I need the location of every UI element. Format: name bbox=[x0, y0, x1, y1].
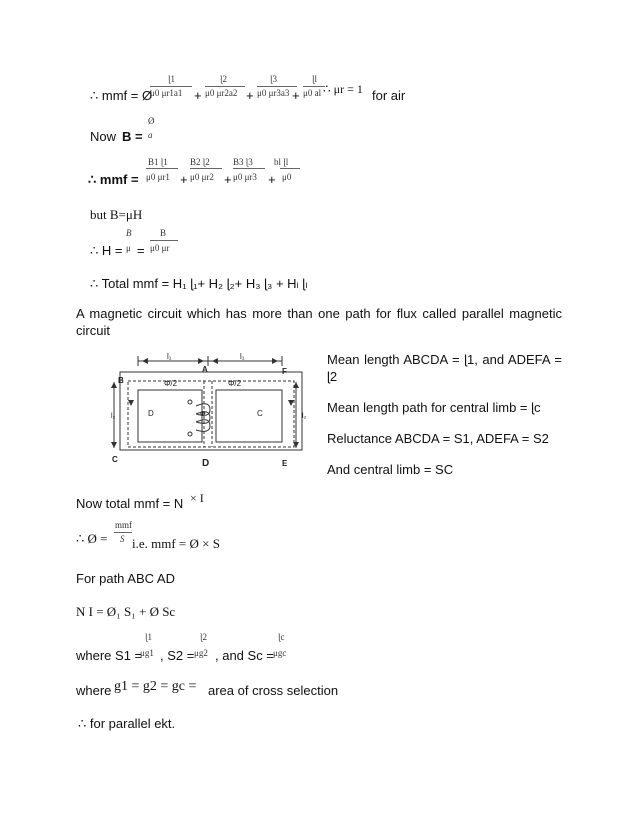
eq1-bar-2 bbox=[205, 86, 245, 87]
eq12-suffix: area of cross selection bbox=[208, 683, 339, 698]
eq1-den-2: μ0 μr2a2 bbox=[205, 88, 238, 98]
corner-d: D bbox=[202, 458, 210, 469]
eq8-rhs: i.e. mmf = Ø × S bbox=[132, 536, 220, 551]
parallel-magnetic-circuit-diagram bbox=[112, 350, 320, 468]
eq1-plus-2: + bbox=[246, 88, 254, 103]
eq8-num: mmf bbox=[115, 520, 132, 530]
eq11-mid-2: , and Sc = bbox=[215, 648, 274, 663]
side-note-sc: And central limb = SC bbox=[327, 462, 454, 477]
eq11-den-3: μgc bbox=[273, 648, 287, 658]
arrow-right-icon bbox=[272, 358, 278, 364]
eq3-plus-1: + bbox=[180, 172, 188, 187]
eq2-num: Ø bbox=[148, 116, 155, 126]
arrow-up-icon bbox=[111, 382, 117, 388]
eq5-eq: = bbox=[137, 243, 145, 258]
eq8-bar bbox=[114, 532, 132, 533]
eq2-lhs: B = bbox=[122, 129, 143, 144]
eq3-den-1: μ0 μr1 bbox=[146, 172, 170, 182]
corner-f: F bbox=[282, 367, 287, 376]
eq1-num-4: ɭl bbox=[312, 74, 318, 84]
eq1-num-1: ɭ1 bbox=[168, 74, 176, 84]
eq1-den-3: μ0 μr3a3 bbox=[257, 88, 290, 98]
eq1-num-3: ɭ3 bbox=[270, 74, 278, 84]
eq7-text: Now total mmf = N bbox=[76, 496, 184, 511]
label-phi: Φ bbox=[200, 411, 206, 418]
label-l2-left: l₂ bbox=[111, 413, 116, 420]
eq3-num-1: B1 ɭ1 bbox=[148, 157, 168, 167]
side-note-central-limb: Mean length path for central limb = ɭc bbox=[327, 400, 541, 415]
eq11-num-3: ɭc bbox=[278, 632, 285, 642]
eq13-parallel: ∴ for parallel ekt. bbox=[78, 716, 176, 731]
eq2-now: Now bbox=[90, 129, 117, 144]
corner-e: E bbox=[282, 459, 288, 468]
label-l1-left: l₁ bbox=[167, 352, 172, 361]
eq5-lhs: ∴ H = bbox=[90, 243, 123, 258]
eq3-num-3: B3 ɭ3 bbox=[233, 157, 253, 167]
eq3-plus-3: + bbox=[268, 172, 276, 187]
eq2-den: a bbox=[148, 130, 153, 140]
eq1-for-air: for air bbox=[372, 88, 406, 103]
side-note-mean-length: Mean length ABCDA = ɭ1, and ADEFA = ɭ2 bbox=[327, 352, 562, 384]
eq3-bar-3 bbox=[233, 168, 265, 169]
eq3-plus-2: + bbox=[224, 172, 232, 187]
inner-d: D bbox=[148, 409, 154, 418]
eq3-bar-1 bbox=[146, 168, 178, 169]
side-note-reluctance: Reluctance ABCDA = S1, ADEFA = S2 bbox=[327, 431, 549, 446]
eq1-den-1: μ0 μr1a1 bbox=[150, 88, 183, 98]
label-phi2-right: Φ/2 bbox=[228, 379, 242, 388]
label-phi2-left: Φ/2 bbox=[164, 379, 178, 388]
label-l1-right: l₁ bbox=[240, 352, 245, 361]
arrow-left-icon bbox=[212, 358, 218, 364]
eq1-lhs: ∴ mmf = Ø bbox=[90, 88, 153, 103]
eq3-den-3: μ0 μr3 bbox=[233, 172, 257, 182]
corner-a: A bbox=[202, 365, 208, 374]
label-l2-right: l₂ bbox=[302, 413, 307, 420]
eq5-den-1: μ bbox=[126, 243, 131, 253]
eq7-tail: × I bbox=[190, 491, 204, 505]
eq9-path: For path ABC AD bbox=[76, 571, 175, 586]
eq3-lhs: ∴ mmf = bbox=[88, 172, 139, 187]
arrow-left-icon bbox=[142, 358, 148, 364]
eq11-den-2: μg2 bbox=[194, 648, 208, 658]
eq1-note: ∴ μr = 1 bbox=[323, 82, 363, 96]
eq11-num-2: ɭ2 bbox=[200, 632, 208, 642]
eq3-den-2: μ0 μr2 bbox=[190, 172, 214, 182]
eq1-plus-1: + bbox=[194, 88, 202, 103]
eq12-formula: g1 = g2 = gc = bbox=[114, 679, 197, 694]
coil-icon bbox=[188, 400, 210, 436]
eq1-bar-3 bbox=[257, 86, 297, 87]
eq5-bar-2 bbox=[150, 240, 178, 241]
eq1-num-2: ɭ2 bbox=[220, 74, 228, 84]
flux-arrow-down-icon bbox=[128, 400, 134, 406]
definition-paragraph: A magnetic circuit which has more than one path for flux called parallel magnetic circuit bbox=[76, 306, 562, 338]
eq3-den-4: μ0 bbox=[282, 172, 292, 182]
eq3-bar-2 bbox=[190, 168, 222, 169]
arrow-right-icon bbox=[198, 358, 204, 364]
corner-b: B bbox=[118, 376, 124, 385]
eq1-bar-4 bbox=[303, 86, 325, 87]
eq11-den-1: μg1 bbox=[140, 648, 154, 658]
eq1-plus-3: + bbox=[292, 88, 300, 103]
eq11-prefix: where S1 = bbox=[76, 648, 143, 663]
eq4-text: but B=μH bbox=[90, 207, 143, 222]
eq1-den-4: μ0 al bbox=[303, 88, 322, 98]
eq11-mid-1: , S2 = bbox=[160, 648, 195, 663]
flux-arrow-down-icon bbox=[288, 400, 294, 406]
eq5-num-2: B bbox=[160, 228, 167, 238]
eq3-num-4: bl ɭl bbox=[274, 157, 289, 167]
eq11-num-1: ɭ1 bbox=[145, 632, 153, 642]
eq3-bar-4 bbox=[280, 168, 300, 169]
right-window bbox=[216, 390, 282, 442]
eq3-num-2: B2 ɭ2 bbox=[190, 157, 210, 167]
arrow-down-icon bbox=[111, 442, 117, 448]
eq10-ni: N I = Ø₁ S₁ + Ø Sc bbox=[76, 604, 176, 619]
eq5-den-2: μ0 μr bbox=[150, 243, 170, 253]
inner-c: C bbox=[257, 409, 263, 418]
eq8-den: S bbox=[120, 534, 125, 544]
eq6-total-mmf: ∴ Total mmf = H₁ ɭ₁+ H₂ ɭ₂+ H₃ ɭ₃ + Hₗ ɭₗ bbox=[90, 276, 308, 291]
eq12-prefix: where bbox=[76, 683, 112, 698]
eq1-bar-1 bbox=[150, 86, 192, 87]
eq8-lhs: ∴ Ø = bbox=[76, 531, 108, 546]
eq5-num-1: B bbox=[126, 228, 132, 238]
corner-c: C bbox=[112, 455, 118, 464]
